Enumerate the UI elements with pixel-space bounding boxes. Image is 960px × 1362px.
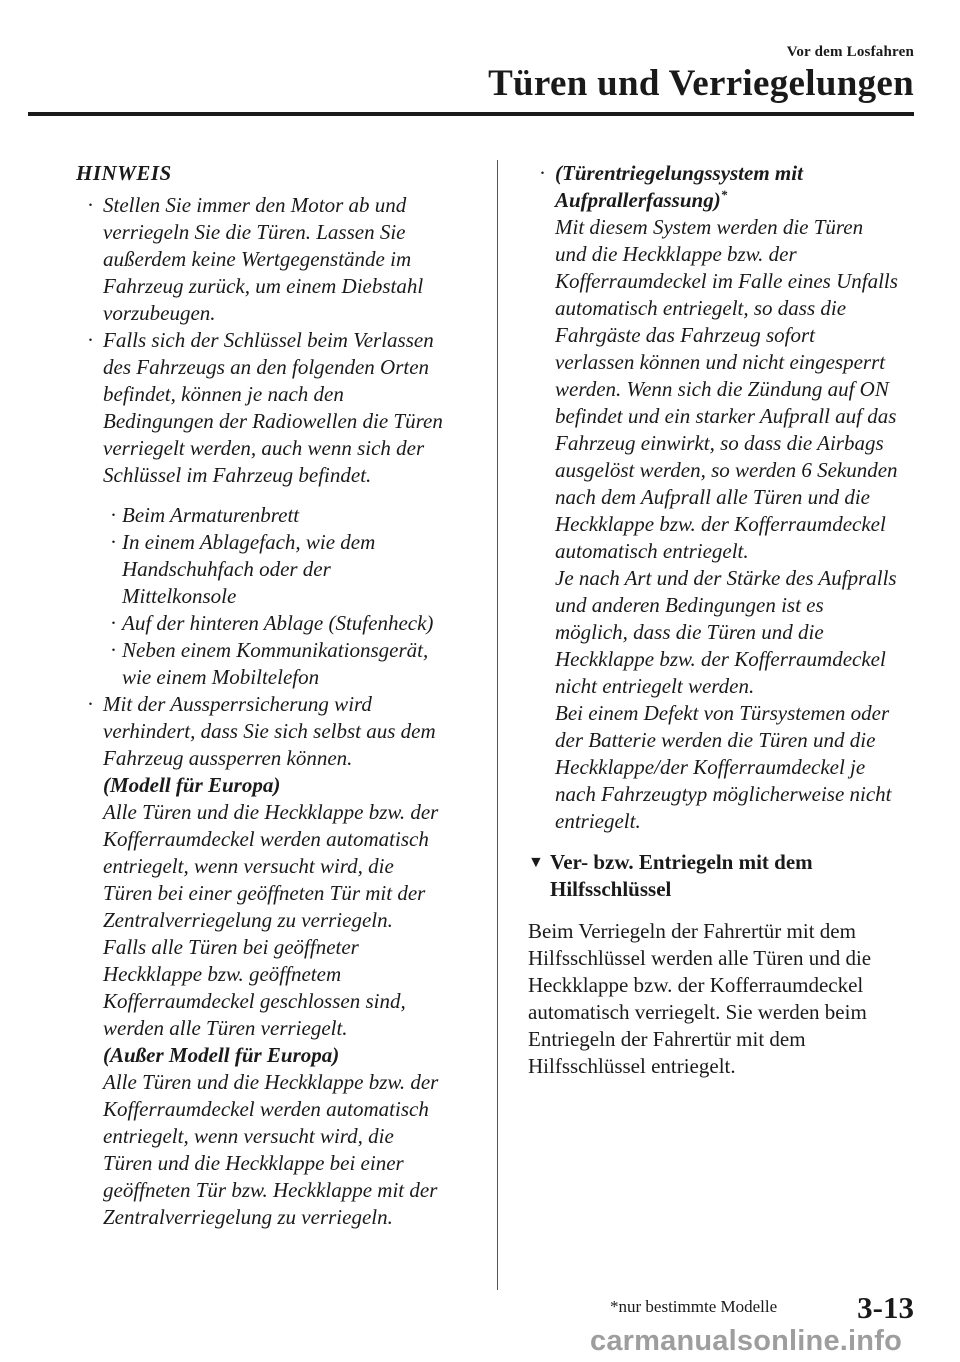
note-bullet-3 — [76, 691, 476, 772]
text-line: automatisch entriegelt. — [555, 539, 749, 563]
text-line: Fahrzeug zurück, um einem Diebstahl — [103, 274, 424, 298]
text-line: Heckklappe bzw. geöffnetem — [103, 962, 342, 986]
text-line: Falls sich der Schlüssel beim Verlassen — [103, 328, 434, 352]
text-line: Hilfsschlüssel entriegelt. — [528, 1054, 736, 1078]
text-line: Bedingungen der Radiowellen die Türen — [103, 409, 443, 433]
text-line: ausgelöst werden, so werden 6 Sekunden — [555, 458, 898, 482]
text-line: Heckklappe bzw. der Kofferraumdeckel — [528, 973, 864, 997]
text-line: Alle Türen und die Heckklappe bzw. der — [103, 800, 439, 824]
text-line: verlassen können und nicht eingesperrt — [555, 350, 886, 374]
note-bullet-4 — [528, 160, 923, 835]
text-line: entriegelt. — [555, 809, 641, 833]
text-line: Kofferraumdeckel im Falle eines Unfalls — [555, 269, 898, 293]
impact-system-heading-line-2 — [555, 187, 923, 214]
text-line: Je nach Art und der Stärke des Aufpralls — [555, 566, 897, 590]
text-line: nicht entriegelt werden. — [555, 674, 755, 698]
location-item-2-text — [122, 529, 476, 610]
right-column — [528, 160, 923, 1080]
text-line: Heckklappe/der Kofferraumdeckel je — [555, 755, 866, 779]
text-line: In einem Ablagefach, wie dem — [122, 530, 376, 554]
location-item-1-text: Beim Armaturenbrett — [122, 503, 300, 527]
bullet-dot-icon: · — [110, 611, 117, 635]
text-line: Kofferraumdeckel werden automatisch — [103, 827, 429, 851]
text-line: wie einem Mobiltelefon — [122, 665, 320, 689]
bullet-dot-icon: · — [87, 692, 94, 716]
text-line: nach dem Aufprall alle Türen und die — [555, 485, 870, 509]
note-bullet-2 — [76, 327, 476, 489]
text-line: der Batterie werden die Türen und die — [555, 728, 876, 752]
note-title: HINWEIS — [76, 161, 172, 185]
watermark: carmanualsonline.info — [590, 1325, 902, 1357]
text-line: Türen und die Heckklappe bei einer — [103, 1151, 404, 1175]
bullet-dot-icon: · — [87, 193, 94, 217]
location-item-4 — [76, 637, 476, 691]
bullet-dot-icon: · — [110, 530, 117, 554]
text-line: Heckklappe bzw. der Kofferraumdeckel — [555, 512, 886, 536]
text-line: außerdem keine Wertgegenstände im — [103, 247, 412, 271]
location-item-3-text: Auf der hinteren Ablage (Stufenheck) — [122, 611, 434, 635]
text-line: Beim Verriegeln der Fahrertür mit dem — [528, 919, 856, 943]
section-heading-line-2: Hilfsschlüssel — [550, 877, 672, 901]
text-line: Zentralverriegelung zu verriegeln. — [103, 1205, 393, 1229]
header-section-label: Vor dem Losfahren — [786, 44, 914, 60]
impact-system-text — [555, 214, 923, 835]
bullet-dot-icon: · — [539, 161, 546, 185]
text-line: Entriegeln der Fahrertür mit dem — [528, 1027, 806, 1051]
text-line: und die Heckklappe bzw. der — [555, 242, 797, 266]
text-line: des Fahrzeugs an den folgenden Orten — [103, 355, 430, 379]
text-line: entriegelt, wenn versucht wird, die — [103, 854, 394, 878]
text-line: Fahrzeug aussperren können. — [103, 746, 353, 770]
text-line: Fahrgäste das Fahrzeug sofort — [555, 323, 815, 347]
note-bullet-1 — [76, 192, 476, 327]
note-bullet-1-text — [103, 192, 476, 327]
text-line: werden. Wenn sich die Zündung auf ON — [555, 377, 889, 401]
text-line: Mit der Aussperrsicherung wird — [103, 692, 372, 716]
text-line: Hilfsschlüssel werden alle Türen und die — [528, 946, 872, 970]
text-line: und anderen Bedingungen ist es — [555, 593, 824, 617]
text-line: entriegelt, wenn versucht wird, die — [103, 1124, 394, 1148]
triangle-down-icon: ▼ — [528, 854, 544, 871]
text-line: geöffneten Tür bzw. Heckklappe mit der — [103, 1178, 438, 1202]
text-line: Türen bei einer geöffneten Tür mit der — [103, 881, 426, 905]
location-item-3 — [76, 610, 476, 637]
location-list — [76, 502, 476, 691]
text-line: Fahrzeug einwirkt, so dass die Airbags — [555, 431, 884, 455]
section-heading-line-1: Ver- bzw. Entriegeln mit dem — [550, 850, 813, 874]
text-line: möglich, dass die Türen und die — [555, 620, 824, 644]
text-line: Schlüssel im Fahrzeug befindet. — [103, 463, 372, 487]
text-line: Kofferraumdeckel geschlossen sind, — [103, 989, 406, 1013]
text-line: Alle Türen und die Heckklappe bzw. der — [103, 1070, 439, 1094]
location-item-1 — [76, 502, 476, 529]
text-line: Mittelkonsole — [122, 584, 237, 608]
text-line: werden alle Türen verriegelt. — [103, 1016, 348, 1040]
header-rule — [28, 112, 914, 116]
left-column — [76, 160, 476, 1231]
footnote-star: * — [720, 187, 728, 202]
location-item-4-text — [122, 637, 476, 691]
text-line: Stellen Sie immer den Motor ab und — [103, 193, 407, 217]
footnote-text: *nur bestimmte Modelle — [610, 1297, 778, 1316]
bullet-dot-icon: · — [110, 503, 117, 527]
text-line: verhindert, dass Sie sich selbst aus dem — [103, 719, 436, 743]
text-line: nach Fahrzeugtyp möglicherweise nicht — [555, 782, 892, 806]
text-line: verriegeln Sie die Türen. Lassen Sie — [103, 220, 406, 244]
text-line: befindet und ein starker Aufprall auf das — [555, 404, 897, 428]
text-line: Kofferraumdeckel werden automatisch — [103, 1097, 429, 1121]
column-divider — [497, 160, 498, 1290]
text-line: vorzubeugen. — [103, 301, 216, 325]
europe-model-text — [76, 799, 476, 1042]
text-line: automatisch verriegelt. Sie werden beim — [528, 1000, 867, 1024]
impact-system-heading — [555, 160, 923, 214]
text-line: Zentralverriegelung zu verriegeln. — [103, 908, 393, 932]
page-title: Türen und Verriegelungen — [488, 63, 914, 104]
location-item-2 — [76, 529, 476, 610]
text-line: Falls alle Türen bei geöffneter — [103, 935, 359, 959]
non-europe-model-text — [76, 1069, 476, 1231]
text-line: befindet, können je nach den — [103, 382, 344, 406]
page-number: 3-13 — [857, 1290, 914, 1325]
impact-system-heading-line-1: (Türentriegelungssystem mit — [555, 161, 803, 185]
text-line: Heckklappe bzw. der Kofferraumdeckel — [555, 647, 886, 671]
bullet-dot-icon: · — [110, 638, 117, 662]
text-line: Neben einem Kommunikationsgerät, — [122, 638, 429, 662]
text-line: automatisch entriegelt, so dass die — [555, 296, 847, 320]
note-bullet-3-text — [103, 691, 476, 772]
text-line: Handschuhfach oder der — [122, 557, 331, 581]
section-body-text — [528, 918, 923, 1080]
bullet-dot-icon: · — [87, 328, 94, 352]
non-europe-model-heading: (Außer Modell für Europa) — [103, 1043, 340, 1067]
text-line: Mit diesem System werden die Türen — [555, 215, 864, 239]
text-line: Bei einem Defekt von Türsystemen oder — [555, 701, 890, 725]
impact-system-heading-text: Aufprallerfassung) — [555, 188, 721, 212]
section-heading — [528, 849, 923, 903]
note-bullet-2-text — [103, 327, 476, 489]
text-line: verriegelt werden, auch wenn sich der — [103, 436, 425, 460]
europe-model-heading: (Modell für Europa) — [103, 773, 281, 797]
